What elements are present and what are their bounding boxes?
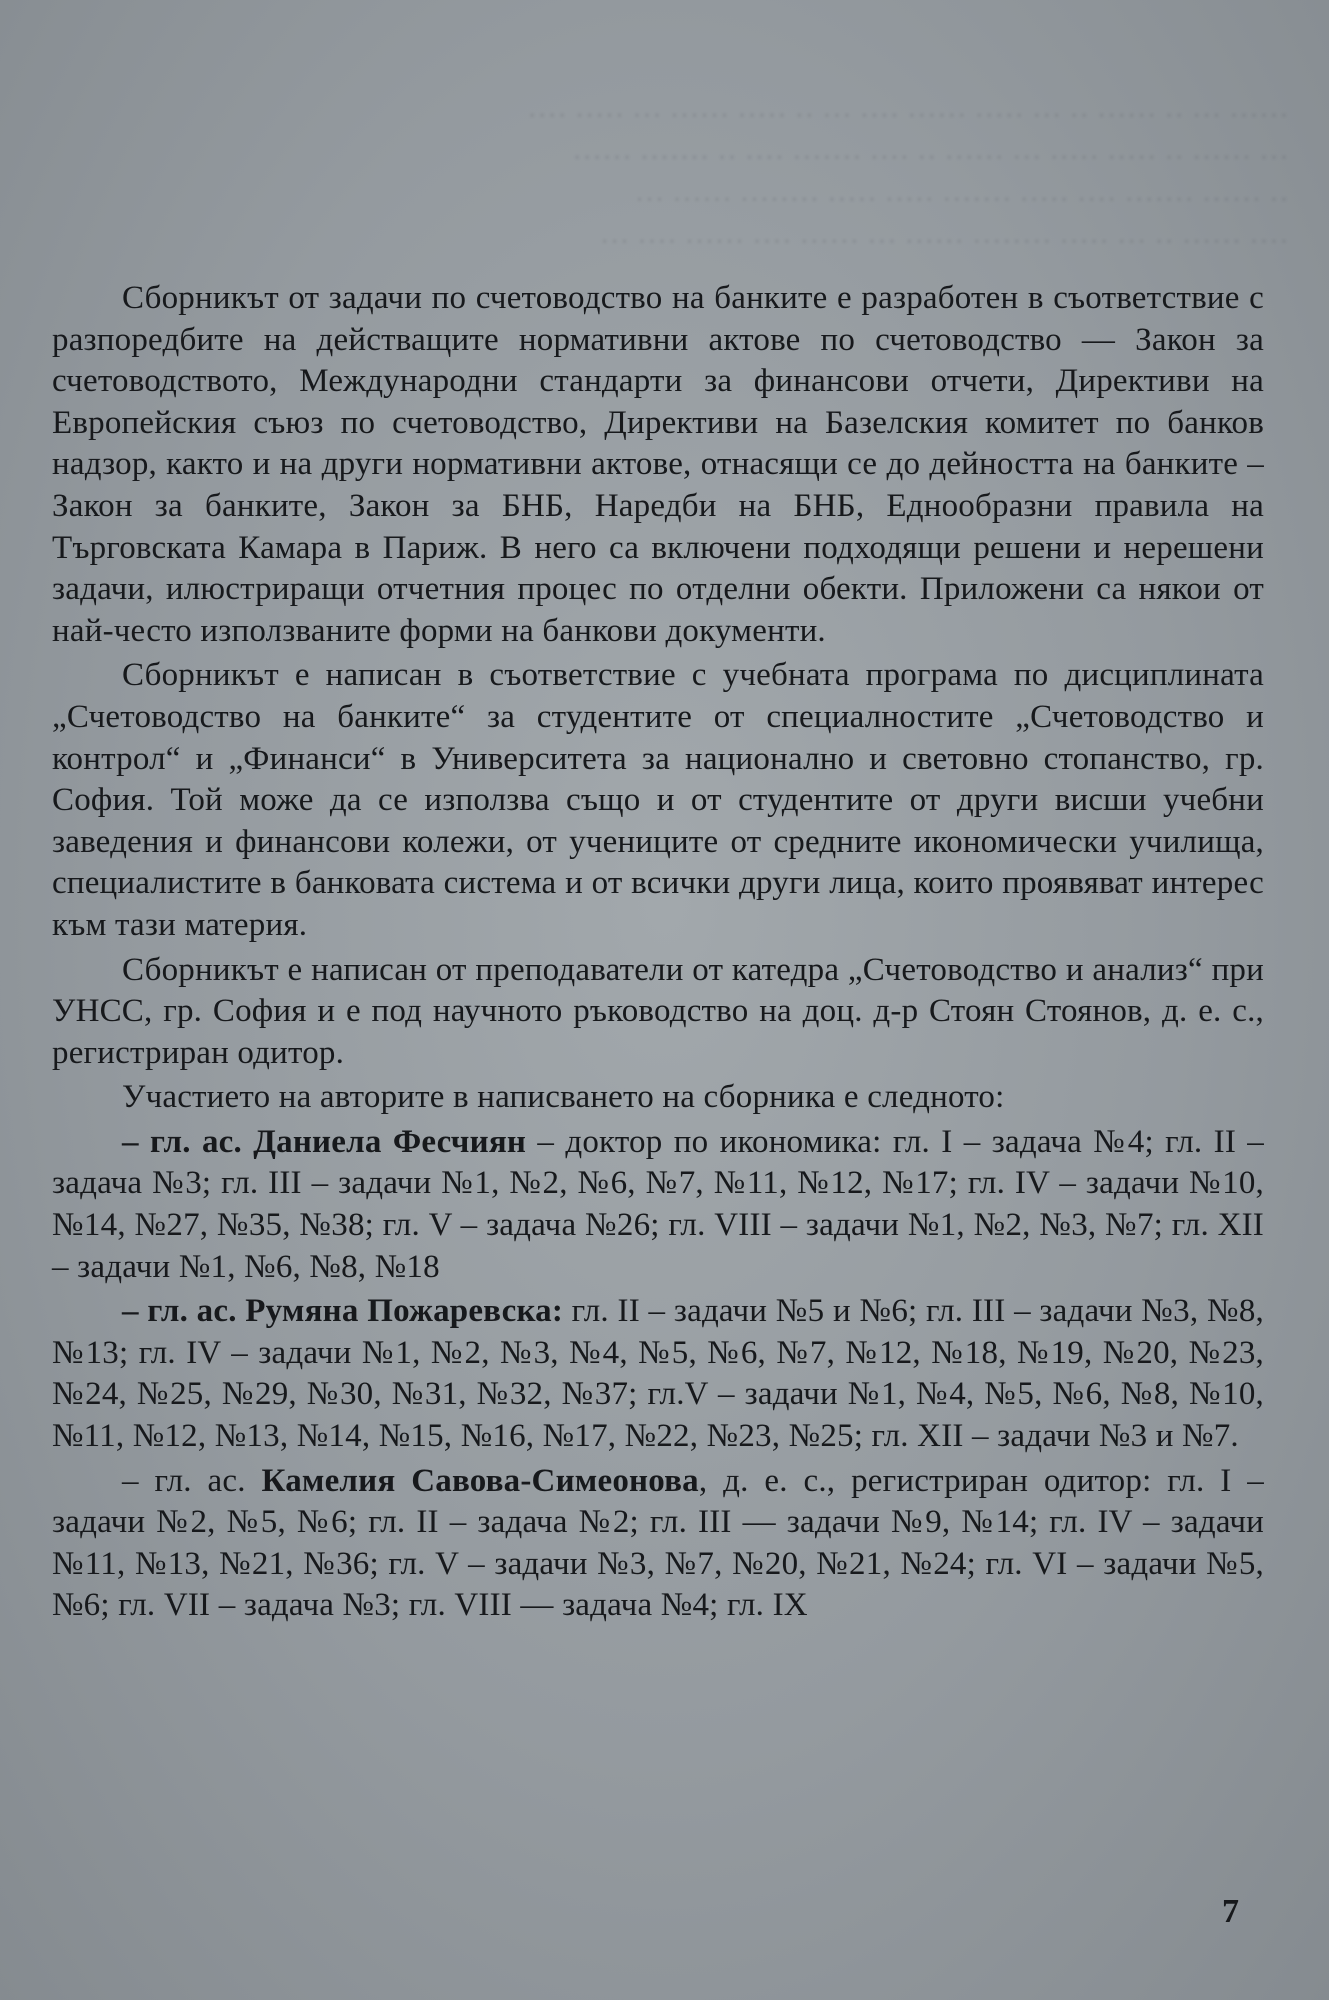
author-entry-feschiyan — [52, 1122, 1264, 1288]
author-name: Камелия Савова-Симеонова — [261, 1462, 699, 1499]
author-entry-pozharevska — [52, 1291, 1264, 1457]
author-tasks: , д. е. с., регистриран одитор: гл. I – задачи №2, №5, №6; гл. II – задача №2; гл. III — задачи №9, №14; гл. IV – задачи №11, №13, №21, №36; гл. V – задачи №3, №7, №20, №21, №24; гл. VI – задачи №5, №6; гл. VII – задача №3; гл. VIII — задача №4; гл. IX — [52, 1462, 1264, 1624]
page-number: 7 — [1222, 1893, 1239, 1930]
authors-department-paragraph: Сборникът е написан от преподаватели от катедра „Счетоводство и анализ“ при УНСС, гр. София и е под научното ръководство на доц. д-р Стоян Стоянов, д. е. с., регистриран одитор. — [52, 951, 1264, 1071]
author-tasks: – доктор по икономика: гл. I – задача №4; гл. II – задача №3; гл. III – задачи №1, №2, №6, №7, №11, №12, №17; гл. IV – задачи №10, №14, №27, №35, №38; гл. V – задача №26; гл. VIII – задачи №1, №2, №3, №7; гл. XII – задачи №1, №6, №8, №18 — [52, 1123, 1264, 1285]
author-entry-savova — [52, 1461, 1264, 1627]
show-through-text: ······ ··· ·· ······ ·· ··· ····· ······ ···· ··· ·· ····· ······ ··· ····· ···· ··· ······ ·· ····· ····· ··· ······ ·· ···· ······· ···· ·· ······· ······ ·· ······ ······· ···· ····· ······· ····· ····· ········ ······ ··· ···· ······ ·· ··· ····· ········ ······ ··· ······ ···· ······ ···· ··· — [527, 99, 1289, 255]
participation-heading: Участието на авторите в написването на сборника е следното: — [122, 1079, 1005, 1116]
author-name: – гл. ас. Румяна Пожаревска: — [122, 1293, 564, 1330]
author-name: – гл. ас. Даниела Фесчиян — [122, 1123, 527, 1160]
author-prefix: – гл. ас. — [122, 1462, 262, 1499]
author-tasks: гл. II – задачи №5 и №6; гл. III – задачи №3, №8, №13; гл. IV – задачи №1, №2, №3, №4, №5, №6, №7, №12, №18, №19, №20, №23, №24, №25, №29, №30, №31, №32, №37; гл.V – задачи №1, №4, №5, №6, №8, №10, №11, №12, №13, №14, №15, №16, №17, №22, №23, №25; гл. XII – задачи №3 и №7. — [52, 1293, 1264, 1455]
intro-paragraph: Сборникът от задачи по счетоводство на банките е разработен в съответствие с разпоредбите на действащите нормативни актове по счетоводство — Закон за счетоводството, Международни стандарти за финансови отчети, Директиви на Европейския съюз по счетоводство, Директиви на Базелския комитет по банков надзор, както и на други нормативни актове, отнасящи се до дейността на банките – Закон за банките, Закон за БНБ, Наредби на БНБ, Еднообразни правила на Търговската Камара в Париж. В него са включени подходящи решени и нерешени задачи, илюстриращи отчетния процес по отделни обекти. Приложени са някои от най-често използваните форми на банкови документи. — [52, 280, 1264, 649]
page-body — [52, 278, 1264, 1630]
curriculum-paragraph: Сборникът е написан в съответствие с учебната програма по дисциплината „Счетоводство на банките“ за студентите от специалностите „Счетоводство и контрол“ и „Финанси“ в Университета за национално и световно стопанство, гр. София. Той може да се използва също и от студентите от други висши учебни заведения и финансови колежи, от учениците от средните икономически училища, специалистите в банковата система и от всички други лица, които проявяват интерес към тази материя. — [52, 657, 1264, 943]
